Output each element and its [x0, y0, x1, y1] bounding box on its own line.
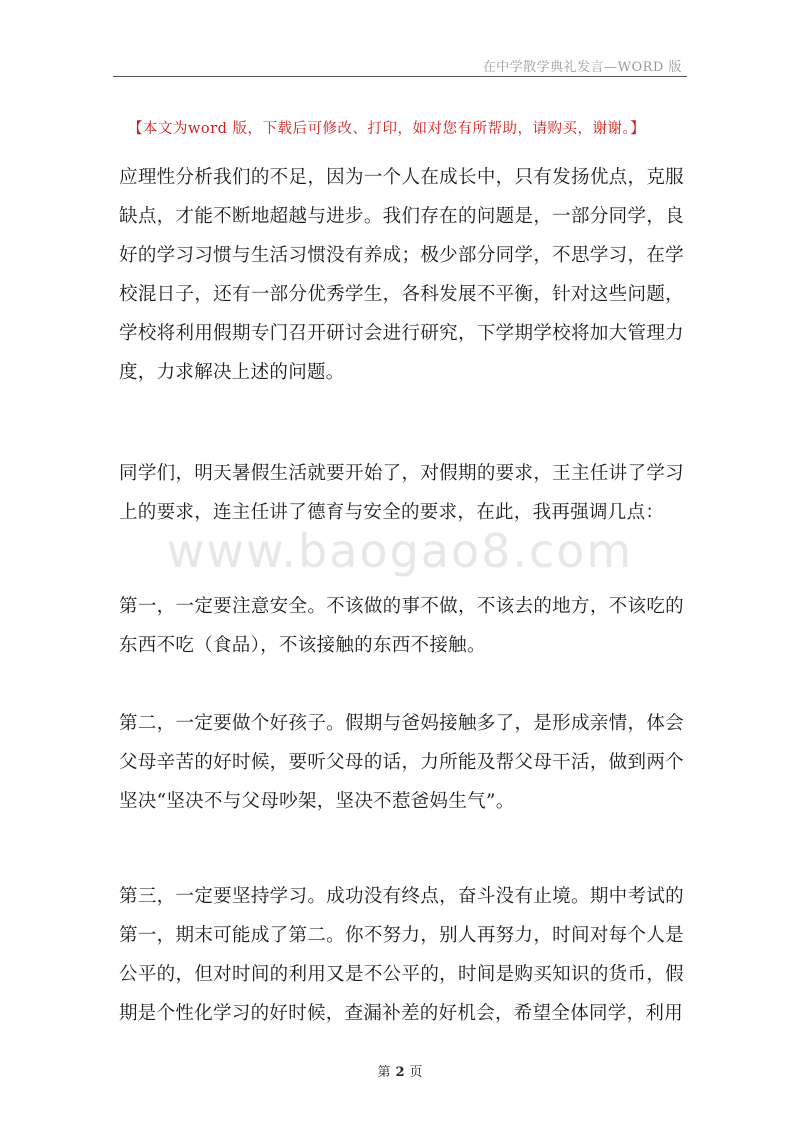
paragraph-5: 第三，一定要坚持学习。成功没有终点，奋斗没有止境。期中考试的第一，期末可能成了第二。你不努力，别人再努力，时间对每个人是公平的，但对时间的利用又是不公平的，时间是购买知识的货币，假期是个性化学习的好时候，查漏补差的好机会，希望全体同学，利用: [119, 886, 684, 1024]
page-suffix: 页: [409, 1065, 423, 1080]
paragraph-2: 同学们，明天暑假生活就要开始了，对假期的要求，王主任讲了学习上的要求，连主任讲了德育与安全的要求，在此，我再强调几点：: [119, 463, 684, 523]
paragraph-1: 应理性分析我们的不足，因为一个人在成长中，只有发扬优点，克服缺点，才能不断地超越与进步。我们存在的问题是，一部分同学，良好的学习习惯与生活习惯没有养成；极少部分同学，不思学习，在学校混日子，还有一部分优秀学生，各科发展不平衡，针对这些问题，学校将利用假期专门召开研讨会进行研究，下学期学校将加大管理力度，力求解决上述的问题。: [119, 167, 684, 383]
paragraph-3: 第一，一定要注意安全。不该做的事不做，不该去的地方，不该吃的东西不吃（食品），不该接触的东西不接触。: [119, 596, 684, 656]
page-prefix: 第: [377, 1065, 391, 1080]
paragraph-4: 第二，一定要做个好孩子。假期与爸妈接触多了，是形成亲情，体会父母辛苦的好时候，要听父母的话，力所能及帮父母干活，做到两个坚决“坚决不与父母吵架，坚决不惹爸妈生气”。: [119, 713, 684, 812]
page-footer: [0, 1061, 800, 1080]
watermark: www.baogao8.com: [166, 524, 634, 578]
purchase-notice: 【本文为word 版，下载后可修改、打印，如对您有所帮助，请购买，谢谢。】: [128, 121, 646, 137]
header-divider: [113, 76, 687, 77]
page-header-title: 在中学散学典礼发言—WORD 版: [482, 60, 682, 75]
page-number: 2: [395, 1065, 405, 1080]
